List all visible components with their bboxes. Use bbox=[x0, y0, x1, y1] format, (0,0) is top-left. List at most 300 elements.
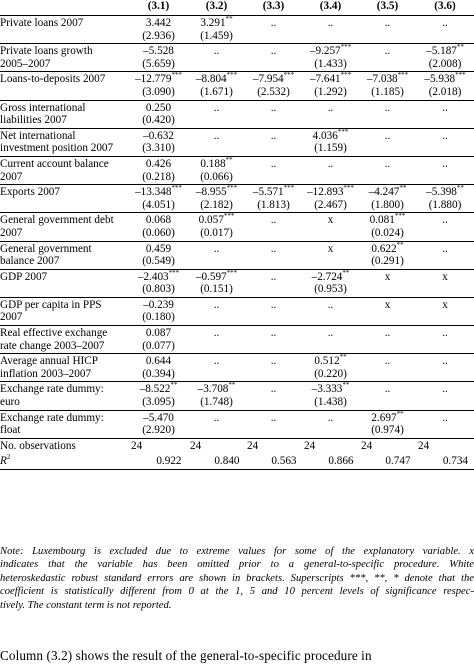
coefficient-cell bbox=[129, 72, 188, 100]
coefficient-cell bbox=[416, 382, 474, 410]
coefficient-value: .. bbox=[270, 45, 277, 58]
coefficient-cell bbox=[245, 382, 302, 410]
column-header: (3.5) bbox=[359, 0, 416, 16]
note-line: indicates that the variable has been omitted prior to a general-to-specific procedure. White bbox=[0, 559, 474, 571]
standard-error: (0.060) bbox=[142, 226, 175, 239]
row-label-line: Current account balance bbox=[0, 157, 109, 170]
significance-stars: *** bbox=[171, 184, 182, 193]
coefficient-cell bbox=[359, 410, 416, 438]
coefficient-cell bbox=[416, 44, 474, 72]
coefficient-cell bbox=[416, 16, 474, 44]
coefficient-value: –8.522 bbox=[139, 383, 171, 396]
standard-error: (0.218) bbox=[142, 170, 175, 183]
coefficient-cell bbox=[245, 297, 302, 325]
coefficient-value: .. bbox=[327, 101, 334, 114]
standard-error: (1.438) bbox=[314, 396, 347, 409]
coefficient-cell bbox=[302, 382, 359, 410]
coefficient-value: .. bbox=[270, 327, 277, 340]
observations-value: 24 bbox=[361, 439, 373, 452]
coefficient-cell bbox=[188, 354, 245, 382]
table-row bbox=[0, 100, 474, 128]
coefficient-value: –13.348 bbox=[135, 186, 172, 199]
coefficient-cell bbox=[302, 16, 359, 44]
coefficient-value: 0.622 bbox=[371, 242, 397, 255]
table-row bbox=[0, 297, 474, 325]
standard-error: (1.748) bbox=[200, 396, 233, 409]
row-label-line: 2007 bbox=[0, 226, 23, 239]
coefficient-value: .. bbox=[327, 17, 334, 29]
coefficient-value: .. bbox=[270, 129, 277, 142]
standard-error: (1.185) bbox=[371, 85, 404, 98]
row-label-line: Real effective exchange bbox=[0, 327, 108, 340]
observations-value: 24 bbox=[304, 439, 316, 452]
coefficient-value: .. bbox=[442, 17, 448, 29]
coefficient-value: 0.188 bbox=[200, 157, 226, 170]
coefficient-value: 0.081 bbox=[369, 214, 395, 227]
table-row bbox=[0, 354, 474, 382]
standard-error: (1.433) bbox=[314, 57, 347, 70]
standard-error: (1.671) bbox=[200, 85, 233, 98]
row-label-line: 2005–2007 bbox=[0, 57, 51, 70]
row-label bbox=[0, 185, 129, 213]
row-label bbox=[0, 156, 129, 184]
significance-stars: *** bbox=[168, 268, 180, 277]
significance-stars: *** bbox=[343, 184, 354, 193]
coefficient-value: .. bbox=[270, 270, 277, 283]
standard-error: (2.532) bbox=[257, 85, 290, 98]
coefficient-value: –5.938 bbox=[424, 73, 456, 86]
standard-error: (0.953) bbox=[314, 283, 347, 296]
coefficient-value: –5.187 bbox=[426, 45, 457, 58]
table-row bbox=[0, 326, 474, 354]
coefficient-value: –0.597 bbox=[195, 270, 227, 283]
coefficient-cell bbox=[129, 213, 188, 241]
coefficient-value: .. bbox=[327, 157, 334, 170]
standard-error: (0.291) bbox=[371, 255, 404, 268]
body-text: Column (3.2) shows the result of the general-to-specific procedure in bbox=[0, 648, 372, 663]
coefficient-value: .. bbox=[213, 101, 220, 114]
coefficient-cell bbox=[245, 128, 302, 156]
coefficient-cell bbox=[416, 326, 474, 354]
coefficient-cell bbox=[416, 72, 474, 100]
row-label bbox=[0, 269, 129, 297]
row-label-line: Exchange rate dummy: bbox=[0, 411, 104, 424]
coefficient-cell bbox=[188, 72, 245, 100]
coefficient-cell bbox=[359, 100, 416, 128]
significance-stars: ** bbox=[456, 43, 464, 52]
coefficient-value: –5.398 bbox=[426, 186, 457, 199]
significance-stars: ** bbox=[228, 381, 236, 390]
coefficient-cell bbox=[245, 44, 302, 72]
standard-error: (0.151) bbox=[200, 283, 233, 296]
standard-error: (0.803) bbox=[142, 283, 175, 296]
row-label-line: GDP per capita in PPS bbox=[0, 298, 102, 311]
coefficient-cell bbox=[416, 241, 474, 269]
row-label bbox=[0, 410, 129, 438]
coefficient-value: 0.057 bbox=[198, 214, 224, 227]
coefficient-value: –0.239 bbox=[143, 298, 174, 311]
coefficient-value: 2.697 bbox=[371, 411, 397, 424]
row-label-line: Exchange rate dummy: bbox=[0, 383, 104, 396]
coefficient-value: .. bbox=[442, 383, 448, 396]
coefficient-cell bbox=[129, 354, 188, 382]
standard-error: (0.180) bbox=[142, 311, 175, 324]
coefficient-value: 3.291 bbox=[200, 17, 226, 29]
note-line: coefficient is statistically different from 0 at the 1, 5 and 10 percent levels of significance respec- bbox=[0, 586, 474, 598]
r-squared-exponent: 2 bbox=[6, 452, 11, 461]
coefficient-cell bbox=[245, 156, 302, 184]
coefficient-value: .. bbox=[384, 355, 391, 368]
stub-header bbox=[0, 0, 129, 16]
coefficient-cell bbox=[129, 156, 188, 184]
standard-error: (0.066) bbox=[200, 170, 233, 183]
coefficient-value: .. bbox=[442, 327, 448, 340]
standard-error: (3.090) bbox=[142, 85, 175, 98]
coefficient-cell bbox=[188, 326, 245, 354]
coefficient-cell bbox=[302, 297, 359, 325]
row-label bbox=[0, 128, 129, 156]
coefficient-value: 0.250 bbox=[145, 101, 172, 114]
coefficient-value: .. bbox=[384, 45, 391, 58]
coefficient-value: –3.708 bbox=[197, 383, 229, 396]
r-squared-value: 0.922 bbox=[129, 454, 188, 470]
coefficient-cell bbox=[359, 297, 416, 325]
standard-error: (4.051) bbox=[142, 198, 175, 211]
coefficient-value: –7.954 bbox=[252, 73, 284, 86]
coefficient-value: .. bbox=[442, 157, 448, 170]
coefficient-cell bbox=[359, 269, 416, 297]
coefficient-cell bbox=[359, 156, 416, 184]
coefficient-value: 0.459 bbox=[145, 242, 172, 255]
coefficient-cell bbox=[188, 156, 245, 184]
coefficient-cell bbox=[129, 382, 188, 410]
row-label-line: Gross international bbox=[0, 101, 86, 114]
coefficient-value: –12.779 bbox=[135, 73, 172, 86]
row-label-line: 2007 bbox=[0, 170, 23, 183]
row-label-line: float bbox=[0, 424, 21, 437]
coefficient-cell bbox=[302, 100, 359, 128]
coefficient-value: –12.893 bbox=[307, 186, 344, 199]
coefficient-cell bbox=[188, 16, 245, 44]
standard-error: (0.077) bbox=[142, 339, 175, 352]
row-label-line: euro bbox=[0, 396, 20, 409]
coefficient-cell bbox=[359, 326, 416, 354]
r-squared-value: 0.734 bbox=[416, 454, 474, 470]
coefficient-cell bbox=[129, 16, 188, 44]
coefficient-cell bbox=[302, 213, 359, 241]
coefficient-value: .. bbox=[327, 327, 334, 340]
omitted-marker: x bbox=[327, 214, 334, 227]
significance-stars: ** bbox=[342, 381, 350, 390]
coefficient-value: .. bbox=[270, 355, 277, 368]
coefficient-cell bbox=[416, 297, 474, 325]
coefficient-cell bbox=[129, 100, 188, 128]
coefficient-cell bbox=[302, 326, 359, 354]
row-label bbox=[0, 354, 129, 382]
r-squared-value: 0.747 bbox=[359, 454, 416, 470]
row-label-line: balance 2007 bbox=[0, 255, 60, 268]
row-label bbox=[0, 213, 129, 241]
coefficient-cell bbox=[188, 44, 245, 72]
coefficient-value: –8.955 bbox=[195, 186, 227, 199]
coefficient-cell bbox=[129, 297, 188, 325]
coefficient-cell bbox=[359, 128, 416, 156]
coefficient-value: 0.644 bbox=[145, 355, 172, 368]
coefficient-value: .. bbox=[270, 157, 277, 170]
column-header: (3.4) bbox=[302, 0, 359, 16]
standard-error: (1.800) bbox=[371, 198, 404, 211]
coefficient-value: –7.038 bbox=[366, 73, 398, 86]
coefficient-cell bbox=[245, 100, 302, 128]
coefficient-value: –9.257 bbox=[309, 45, 341, 58]
significance-stars: *** bbox=[283, 71, 295, 80]
coefficient-cell bbox=[245, 241, 302, 269]
coefficient-cell bbox=[359, 354, 416, 382]
coefficient-cell bbox=[302, 72, 359, 100]
standard-error: (0.549) bbox=[142, 255, 175, 268]
table-row bbox=[0, 241, 474, 269]
row-label-line: Net international bbox=[0, 129, 76, 142]
r-squared-value: 0.563 bbox=[245, 454, 302, 470]
row-label-line: Average annual HICP bbox=[0, 355, 98, 368]
coefficient-value: –5.528 bbox=[143, 45, 174, 58]
coefficient-value: .. bbox=[442, 242, 448, 255]
r-squared-row bbox=[0, 454, 474, 470]
row-label-line: GDP 2007 bbox=[0, 270, 48, 283]
coefficient-cell bbox=[302, 128, 359, 156]
row-label bbox=[0, 241, 129, 269]
coefficient-value: .. bbox=[327, 298, 334, 311]
coefficient-cell bbox=[302, 44, 359, 72]
coefficient-value: –8.804 bbox=[195, 73, 227, 86]
row-label bbox=[0, 297, 129, 325]
table-row bbox=[0, 72, 474, 100]
significance-stars: ** bbox=[396, 240, 404, 249]
standard-error: (2.182) bbox=[200, 198, 233, 211]
observations-row bbox=[0, 438, 474, 454]
coefficient-cell bbox=[359, 72, 416, 100]
row-label-line: General government debt bbox=[0, 214, 114, 227]
standard-error: (1.159) bbox=[314, 142, 347, 155]
standard-error: (1.880) bbox=[428, 198, 462, 211]
coefficient-cell bbox=[359, 16, 416, 44]
coefficient-cell bbox=[245, 269, 302, 297]
standard-error: (1.292) bbox=[314, 85, 347, 98]
r-squared-label bbox=[0, 454, 129, 470]
coefficient-cell bbox=[129, 241, 188, 269]
significance-stars: *** bbox=[337, 127, 349, 136]
row-label-line: Exports 2007 bbox=[0, 186, 60, 199]
significance-stars: ** bbox=[342, 268, 350, 277]
row-label-line: Loans-to-deposits 2007 bbox=[0, 73, 106, 86]
significance-stars: *** bbox=[223, 212, 235, 221]
table-row bbox=[0, 128, 474, 156]
r-squared-value: 0.866 bbox=[302, 454, 359, 470]
standard-error: (2.936) bbox=[142, 29, 175, 42]
note-line: Note: Luxembourg is excluded due to extreme values for some of the explanatory variable. x bbox=[0, 546, 474, 557]
coefficient-cell bbox=[245, 326, 302, 354]
coefficient-value: 3.442 bbox=[145, 17, 172, 29]
significance-stars: ** bbox=[170, 381, 178, 390]
row-label-line: inflation 2003–2007 bbox=[0, 367, 92, 380]
coefficient-value: .. bbox=[270, 242, 277, 255]
standard-error: (2.018) bbox=[428, 85, 462, 98]
coefficient-cell bbox=[188, 410, 245, 438]
coefficient-value: –4.247 bbox=[368, 186, 400, 199]
coefficient-value: .. bbox=[213, 411, 220, 424]
coefficient-value: –2.403 bbox=[137, 270, 169, 283]
coefficient-cell bbox=[245, 72, 302, 100]
row-label-line: investment position 2007 bbox=[0, 142, 114, 155]
coefficient-value: –5.470 bbox=[143, 411, 174, 424]
row-label-line: Private loans 2007 bbox=[0, 17, 84, 29]
row-label-line: liabilities 2007 bbox=[0, 114, 67, 127]
coefficient-cell bbox=[302, 410, 359, 438]
omitted-marker: x bbox=[384, 270, 391, 283]
row-label bbox=[0, 326, 129, 354]
standard-error: (0.394) bbox=[142, 367, 175, 380]
coefficient-value: –5.571 bbox=[252, 186, 284, 199]
column-header: (3.3) bbox=[245, 0, 302, 16]
coefficient-cell bbox=[359, 382, 416, 410]
coefficient-value: .. bbox=[270, 214, 277, 227]
coefficient-value: .. bbox=[213, 355, 220, 368]
omitted-marker: x bbox=[442, 298, 448, 311]
coefficient-value: .. bbox=[270, 411, 277, 424]
coefficient-value: .. bbox=[442, 129, 448, 142]
coefficient-value: .. bbox=[384, 129, 391, 142]
coefficient-value: .. bbox=[327, 411, 334, 424]
standard-error: (0.017) bbox=[200, 226, 233, 239]
coefficient-cell bbox=[245, 354, 302, 382]
coefficient-cell bbox=[302, 269, 359, 297]
coefficient-value: 4.036 bbox=[312, 129, 338, 142]
coefficient-cell bbox=[359, 213, 416, 241]
standard-error: (0.420) bbox=[142, 114, 175, 127]
row-label bbox=[0, 16, 129, 44]
coefficient-cell bbox=[129, 326, 188, 354]
coefficient-value: 0.087 bbox=[145, 327, 172, 340]
r-squared-value: 0.840 bbox=[188, 454, 245, 470]
significance-stars: *** bbox=[340, 43, 352, 52]
standard-error: (1.813) bbox=[257, 198, 290, 211]
significance-stars: ** bbox=[396, 409, 404, 418]
coefficient-cell bbox=[245, 213, 302, 241]
significance-stars: *** bbox=[171, 71, 182, 80]
coefficient-value: .. bbox=[270, 17, 277, 29]
coefficient-value: .. bbox=[213, 129, 220, 142]
coefficient-value: –2.724 bbox=[311, 270, 343, 283]
row-label-line: General government bbox=[0, 242, 92, 255]
significance-stars: ** bbox=[399, 184, 407, 193]
significance-stars: *** bbox=[394, 212, 406, 221]
coefficient-cell bbox=[302, 156, 359, 184]
coefficient-cell bbox=[416, 354, 474, 382]
coefficient-cell bbox=[129, 269, 188, 297]
coefficient-value: .. bbox=[384, 101, 391, 114]
standard-error: (5.659) bbox=[142, 57, 175, 70]
significance-stars: *** bbox=[226, 184, 238, 193]
coefficient-cell bbox=[416, 185, 474, 213]
table-row bbox=[0, 156, 474, 184]
table-row bbox=[0, 44, 474, 72]
standard-error: (2.008) bbox=[428, 57, 462, 70]
table-row bbox=[0, 382, 474, 410]
coefficient-value: .. bbox=[384, 17, 391, 29]
coefficient-cell bbox=[416, 128, 474, 156]
coefficient-cell bbox=[302, 354, 359, 382]
coefficient-cell bbox=[359, 241, 416, 269]
coefficient-cell bbox=[188, 185, 245, 213]
coefficient-cell bbox=[416, 156, 474, 184]
coefficient-cell bbox=[188, 213, 245, 241]
standard-error: (1.459) bbox=[200, 29, 233, 42]
table-header-row bbox=[0, 0, 474, 16]
coefficient-value: .. bbox=[213, 298, 220, 311]
note-line: heteroskedastic robust standard errors are shown in brackets. Superscripts ***, **, * denote that the bbox=[0, 572, 474, 584]
coefficient-cell bbox=[416, 100, 474, 128]
coefficient-value: .. bbox=[384, 157, 391, 170]
coefficient-cell bbox=[129, 410, 188, 438]
coefficient-cell bbox=[416, 410, 474, 438]
table-note bbox=[0, 545, 474, 612]
coefficient-value: .. bbox=[270, 101, 277, 114]
coefficient-value: .. bbox=[270, 298, 277, 311]
significance-stars: ** bbox=[225, 155, 233, 164]
coefficient-value: .. bbox=[442, 411, 448, 424]
coefficient-cell bbox=[245, 185, 302, 213]
coefficient-cell bbox=[188, 241, 245, 269]
row-label-line: Private loans growth bbox=[0, 45, 93, 58]
coefficient-cell bbox=[188, 100, 245, 128]
coefficient-value: 0.068 bbox=[145, 214, 172, 227]
coefficient-value: .. bbox=[213, 242, 220, 255]
row-label bbox=[0, 44, 129, 72]
column-header: (3.6) bbox=[416, 0, 474, 16]
coefficient-cell bbox=[359, 44, 416, 72]
column-header: (3.1) bbox=[129, 0, 188, 16]
coefficient-cell bbox=[245, 16, 302, 44]
row-label-line: 2007 bbox=[0, 311, 23, 324]
coefficient-value: .. bbox=[270, 383, 277, 396]
significance-stars: *** bbox=[397, 71, 409, 80]
observations-value: 24 bbox=[247, 439, 259, 452]
coefficient-value: –0.632 bbox=[143, 129, 174, 142]
coefficient-cell bbox=[188, 128, 245, 156]
standard-error: (2.467) bbox=[314, 198, 347, 211]
coefficient-value: .. bbox=[384, 383, 391, 396]
table-row bbox=[0, 213, 474, 241]
coefficient-cell bbox=[416, 269, 474, 297]
coefficient-cell bbox=[188, 382, 245, 410]
column-header: (3.2) bbox=[188, 0, 245, 16]
coefficient-cell bbox=[188, 269, 245, 297]
coefficient-value: .. bbox=[442, 101, 448, 114]
significance-stars: *** bbox=[340, 71, 352, 80]
observations-value: 24 bbox=[190, 439, 202, 452]
observations-value: 24 bbox=[131, 439, 143, 452]
coefficient-cell bbox=[359, 185, 416, 213]
significance-stars: ** bbox=[339, 353, 347, 362]
table-row bbox=[0, 410, 474, 438]
coefficient-cell bbox=[129, 185, 188, 213]
omitted-marker: x bbox=[384, 298, 391, 311]
significance-stars: *** bbox=[226, 71, 238, 80]
omitted-marker: x bbox=[327, 242, 334, 255]
omitted-marker: x bbox=[442, 270, 448, 283]
table-row bbox=[0, 185, 474, 213]
coefficient-value: .. bbox=[442, 214, 448, 227]
